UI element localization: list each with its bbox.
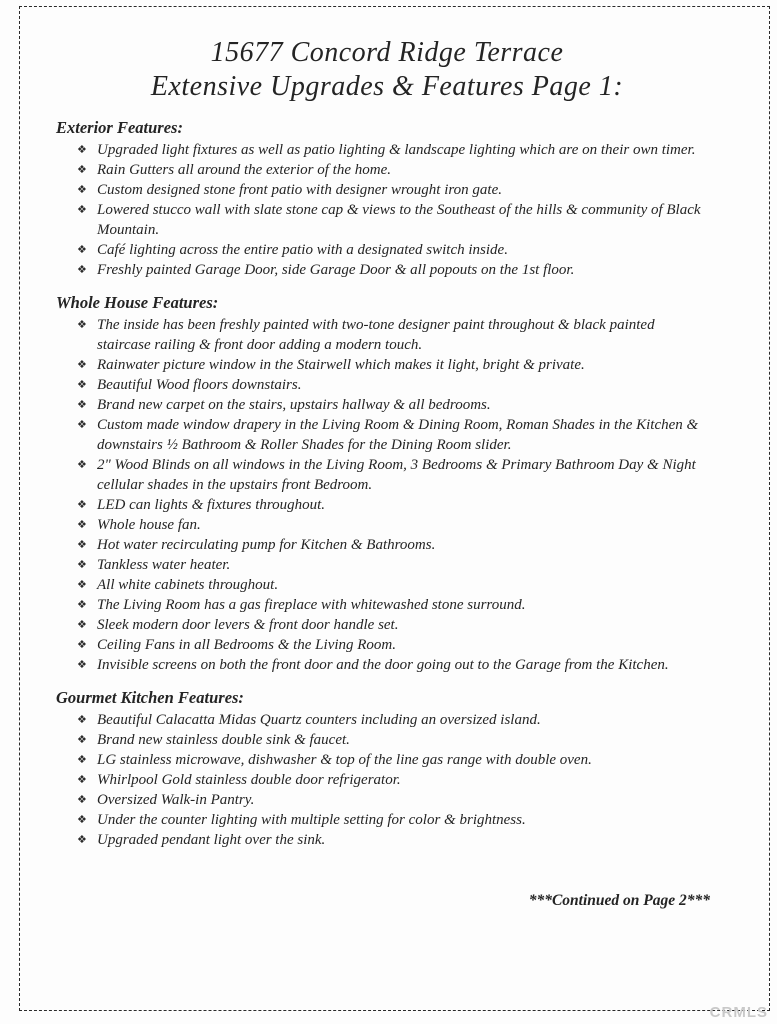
feature-list [56, 315, 718, 675]
feature-item [77, 180, 718, 200]
bullet-diamond-icon: ❖ [77, 183, 87, 196]
feature-item [77, 555, 718, 575]
feature-text: The Living Room has a gas fireplace with whitewashed stone surround. [97, 597, 526, 613]
feature-item [77, 355, 718, 375]
bullet-diamond-icon: ❖ [77, 378, 87, 391]
feature-item [77, 595, 718, 615]
feature-text: Brand new stainless double sink & faucet. [97, 732, 350, 748]
feature-item [77, 200, 718, 240]
feature-item [77, 375, 718, 395]
feature-text: Oversized Walk-in Pantry. [97, 792, 255, 808]
bullet-diamond-icon: ❖ [77, 498, 87, 511]
feature-item [77, 790, 718, 810]
feature-item [77, 240, 718, 260]
feature-text: Whirlpool Gold stainless double door refrigerator. [97, 772, 401, 788]
feature-text: Tankless water heater. [97, 557, 231, 573]
bullet-diamond-icon: ❖ [77, 793, 87, 806]
feature-text: Brand new carpet on the stairs, upstairs hallway & all bedrooms. [97, 397, 491, 413]
section-heading: Exterior Features: [56, 118, 183, 137]
bullet-diamond-icon: ❖ [77, 813, 87, 826]
bullet-diamond-icon: ❖ [77, 618, 87, 631]
bullet-diamond-icon: ❖ [77, 753, 87, 766]
bullet-diamond-icon: ❖ [77, 773, 87, 786]
bullet-diamond-icon: ❖ [77, 143, 87, 156]
feature-text: Sleek modern door levers & front door handle set. [97, 617, 399, 633]
feature-section [56, 688, 718, 850]
feature-text: Invisible screens on both the front door and the door going out to the Garage from the Kitchen. [97, 657, 669, 673]
feature-section [56, 118, 718, 280]
bullet-diamond-icon: ❖ [77, 263, 87, 276]
feature-text: Beautiful Wood floors downstairs. [97, 377, 302, 393]
feature-text: Custom made window drapery in the Living Room & Dining Room, Roman Shades in the Kitchen & downstairs ½ Bathroom & Roller Shades for the Dining Room slider. [97, 417, 699, 453]
feature-item [77, 160, 718, 180]
bullet-diamond-icon: ❖ [77, 733, 87, 746]
feature-text: Freshly painted Garage Door, side Garage Door & all popouts on the 1st floor. [97, 262, 575, 278]
feature-text: Custom designed stone front patio with designer wrought iron gate. [97, 182, 502, 198]
bullet-diamond-icon: ❖ [77, 203, 87, 216]
feature-text: Café lighting across the entire patio with a designated switch inside. [97, 242, 508, 258]
feature-item [77, 810, 718, 830]
feature-item [77, 830, 718, 850]
feature-text: Upgraded pendant light over the sink. [97, 832, 326, 848]
bullet-diamond-icon: ❖ [77, 833, 87, 846]
feature-item [77, 750, 718, 770]
feature-text: Under the counter lighting with multiple setting for color & brightness. [97, 812, 526, 828]
feature-item [77, 495, 718, 515]
bullet-diamond-icon: ❖ [77, 578, 87, 591]
feature-item [77, 455, 718, 495]
bullet-diamond-icon: ❖ [77, 318, 87, 331]
feature-item [77, 395, 718, 415]
feature-sections [56, 118, 718, 850]
feature-list [56, 140, 718, 280]
page-title [56, 36, 718, 104]
bullet-diamond-icon: ❖ [77, 713, 87, 726]
feature-item [77, 315, 718, 355]
feature-item [77, 770, 718, 790]
feature-text: Rain Gutters all around the exterior of the home. [97, 162, 391, 178]
feature-item [77, 415, 718, 455]
feature-text: All white cabinets throughout. [97, 577, 279, 593]
feature-text: Ceiling Fans in all Bedrooms & the Living Room. [97, 637, 397, 653]
feature-list [56, 710, 718, 850]
page-title-line2: Extensive Upgrades & Features Page 1: [150, 71, 624, 102]
bullet-diamond-icon: ❖ [77, 538, 87, 551]
continued-note: ***Continued on Page 2*** [528, 892, 710, 909]
bullet-diamond-icon: ❖ [77, 558, 87, 571]
crmls-watermark: CRMLS [709, 1004, 768, 1021]
feature-text: Hot water recirculating pump for Kitchen & Bathrooms. [97, 537, 436, 553]
feature-item [77, 655, 718, 675]
feature-text: Upgraded light fixtures as well as patio lighting & landscape lighting which are on their own timer. [97, 142, 696, 158]
feature-text: LG stainless microwave, dishwasher & top of the line gas range with double oven. [97, 752, 592, 768]
bullet-diamond-icon: ❖ [77, 243, 87, 256]
bullet-diamond-icon: ❖ [77, 638, 87, 651]
feature-text: The inside has been freshly painted with two-tone designer paint throughout & black painted staircase railing & front door adding a modern touch. [97, 317, 655, 353]
feature-item [77, 730, 718, 750]
feature-item [77, 710, 718, 730]
feature-item [77, 575, 718, 595]
feature-text: LED can lights & fixtures throughout. [97, 497, 326, 513]
section-heading: Whole House Features: [56, 293, 219, 312]
feature-section [56, 293, 718, 675]
feature-text: 2" Wood Blinds on all windows in the Living Room, 3 Bedrooms & Primary Bathroom Day & Night cellular shades in the upstairs front Bedroom. [97, 457, 696, 493]
bullet-diamond-icon: ❖ [77, 398, 87, 411]
bullet-diamond-icon: ❖ [77, 418, 87, 431]
page-title-line1: 15677 Concord Ridge Terrace [210, 37, 564, 68]
feature-item [77, 615, 718, 635]
bullet-diamond-icon: ❖ [77, 358, 87, 371]
feature-item [77, 515, 718, 535]
bullet-diamond-icon: ❖ [77, 518, 87, 531]
bullet-diamond-icon: ❖ [77, 163, 87, 176]
feature-item [77, 535, 718, 555]
feature-text: Rainwater picture window in the Stairwell which makes it light, bright & private. [97, 357, 585, 373]
scanned-page [19, 6, 770, 1011]
feature-item [77, 635, 718, 655]
feature-text: Lowered stucco wall with slate stone cap & views to the Southeast of the hills & community of Black Mountain. [97, 202, 701, 238]
feature-text: Beautiful Calacatta Midas Quartz counters including an oversized island. [97, 712, 541, 728]
bullet-diamond-icon: ❖ [77, 598, 87, 611]
feature-item [77, 140, 718, 160]
feature-text: Whole house fan. [97, 517, 201, 533]
bullet-diamond-icon: ❖ [77, 658, 87, 671]
bullet-diamond-icon: ❖ [77, 458, 87, 471]
section-heading: Gourmet Kitchen Features: [56, 688, 244, 707]
feature-item [77, 260, 718, 280]
